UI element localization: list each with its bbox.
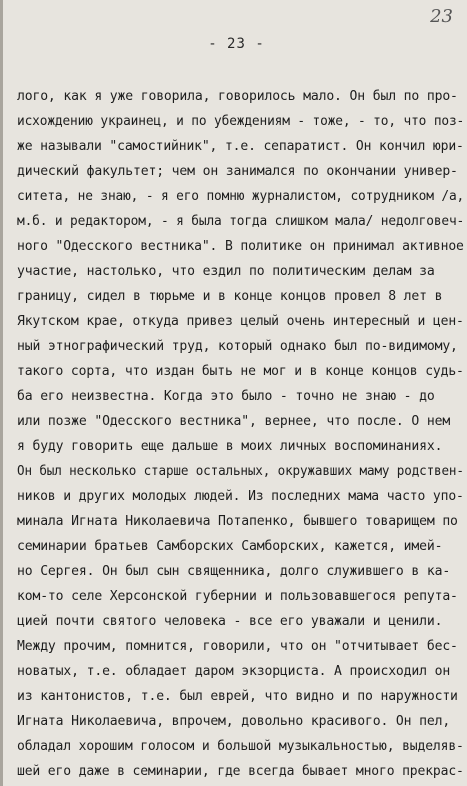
text-line: ного "Одесского вестника". В политике он принимал активное bbox=[17, 239, 464, 254]
text-line: семинарии братьев Самборских Самборских, кажется, имей- bbox=[17, 539, 443, 554]
text-line: новатых, т.е. обладает даром экзорциста. А происходил он bbox=[17, 664, 451, 679]
text-line: же называли "самостийник", т.е. сепаратист. Он кончил юри- bbox=[17, 139, 464, 154]
text-line: Игната Николаевича, впрочем, довольно красивого. Он пел, bbox=[17, 714, 451, 729]
text-line: такого сорта, что издан быть не мог и в конце концов судь- bbox=[17, 364, 464, 379]
page-number: - 23 - bbox=[208, 36, 265, 52]
text-line: но Сергея. Он был сын священника, долго служившего в ка- bbox=[17, 564, 451, 579]
text-line: обладал хорошим голосом и большой музыкальностью, выделяв- bbox=[17, 739, 464, 754]
text-line: ный этнографический труд, который однако был по-видимому, bbox=[17, 339, 458, 354]
text-line: м.б. и редактором, - я была тогда слишком мала/ недолговеч- bbox=[17, 214, 465, 229]
text-line: Между прочим, помнится, говорили, что он "отчитывает бес- bbox=[17, 639, 458, 654]
text-line: лого, как я уже говорила, говорилось мало. Он был по про- bbox=[17, 89, 458, 104]
text-line: ников и других молодых людей. Из последних мама часто упо- bbox=[17, 489, 464, 504]
text-line: Он был несколько старше остальных, окружавших маму родствен- bbox=[17, 464, 464, 479]
text-line: из кантонистов, т.е. был еврей, что видно и по наружности bbox=[17, 689, 458, 704]
text-line: участие, настолько, что ездил по политическим делам за bbox=[17, 264, 435, 279]
text-line: ситета, не знаю, - я его помню журналистом, сотрудником /а, bbox=[17, 189, 465, 204]
text-line: границу, сидел в тюрьме и в конце концов провел 8 лет в bbox=[17, 289, 443, 304]
text-line: ба его неизвестна. Когда это было - точно не знаю - до bbox=[17, 389, 435, 404]
text-line: дический факультет; чем он занимался по окончании универ- bbox=[17, 164, 458, 179]
text-line: цией почти святого человека - все его уважали и ценили. bbox=[17, 614, 443, 629]
handwritten-page-number: 23 bbox=[430, 6, 453, 27]
text-line: или позже "Одесского вестника", вернее, что после. О нем bbox=[17, 414, 451, 429]
text-line: ком-то селе Херсонской губернии и пользовавшегося репута- bbox=[17, 589, 458, 604]
text-line: я буду говорить еще дальше в моих личных воспоминаниях. bbox=[17, 439, 443, 454]
text-line: шей его даже в семинарии, где всегда бывает много прекрас- bbox=[17, 764, 464, 779]
text-line: исхождению украинец, и по убеждениям - тоже, - то, что поз- bbox=[17, 114, 465, 129]
text-line: Якутском крае, откуда привез целый очень интересный и цен- bbox=[17, 314, 464, 329]
text-line: минала Игната Николаевича Потапенко, бывшего товарищем по bbox=[17, 514, 458, 529]
